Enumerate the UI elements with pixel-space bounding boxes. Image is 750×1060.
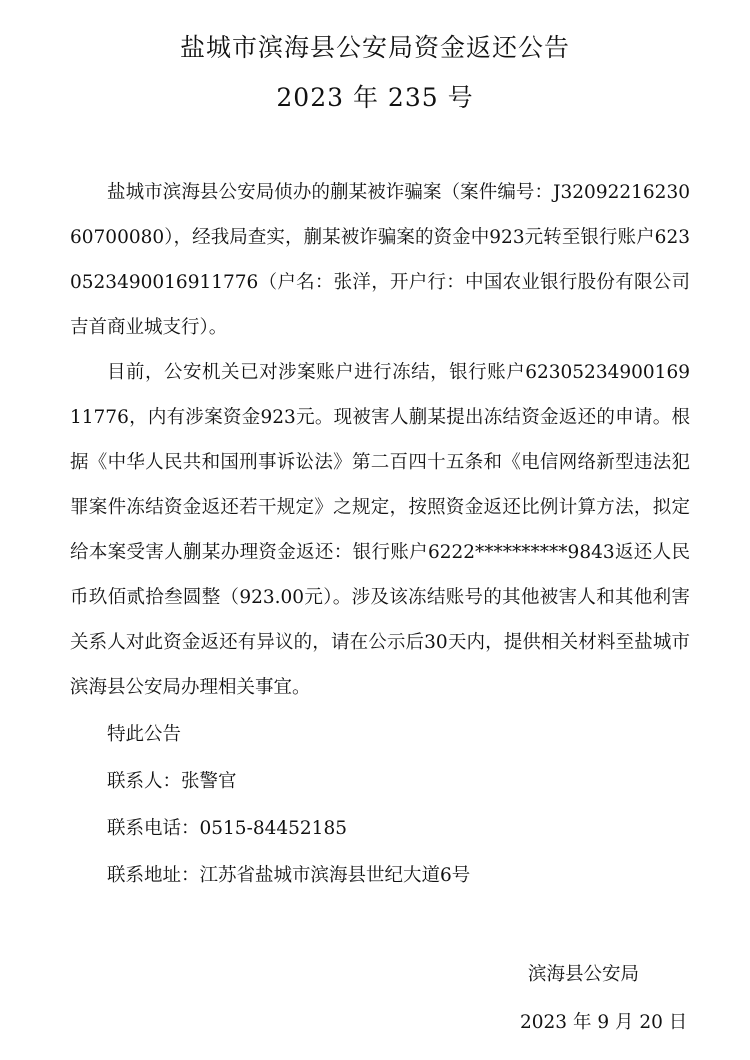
contact-phone: 联系电话：0515-84452185 [107, 818, 347, 839]
closing-text: 特此公告 [107, 724, 182, 745]
notice-number: 2023 年 235 号 [276, 83, 474, 112]
paragraph-case-details: 盐城市滨海县公安局侦办的蒯某被诈骗案（案件编号：J3209221623060700080），经我局查实，蒯某被诈骗案的资金中923元转至银行账户6230523490016911776（户名：张洋，开户行：中国农业银行股份有限公司吉首商业城支行）。 [70, 182, 690, 338]
contact-address: 联系地址：江苏省盐城市滨海县世纪大道6号 [107, 865, 471, 886]
notice-body [70, 170, 690, 898]
signature-organization: 滨海县公安局 [528, 964, 640, 985]
paragraph-refund-decision: 目前，公安机关已对涉案账户进行冻结，银行账户6230523490016911776，内有涉案资金923元。现被害人蒯某提出冻结资金返还的申请。根据《中华人民共和国刑事诉讼法》第二百四十五条和《电信网络新型违法犯罪案件冻结资金返还若干规定》之规定，按照资金返还比例计算方法，拟定给本案受害人蒯某办理资金返还：银行账户6222**********9843返还人民币玖佰贰拾叁圆整（923.00元）。涉及该冻结账号的其他被害人和其他利害关系人对此资金返还有异议的，请在公示后30天内，提供相关材料至盐城市滨海县公安局办理相关事宜。 [70, 362, 690, 698]
contact-person: 联系人：张警官 [107, 771, 237, 792]
notice-title: 盐城市滨海县公安局资金返还公告 [179, 33, 570, 62]
signature-date: 2023 年 9 月 20 日 [520, 1012, 688, 1033]
